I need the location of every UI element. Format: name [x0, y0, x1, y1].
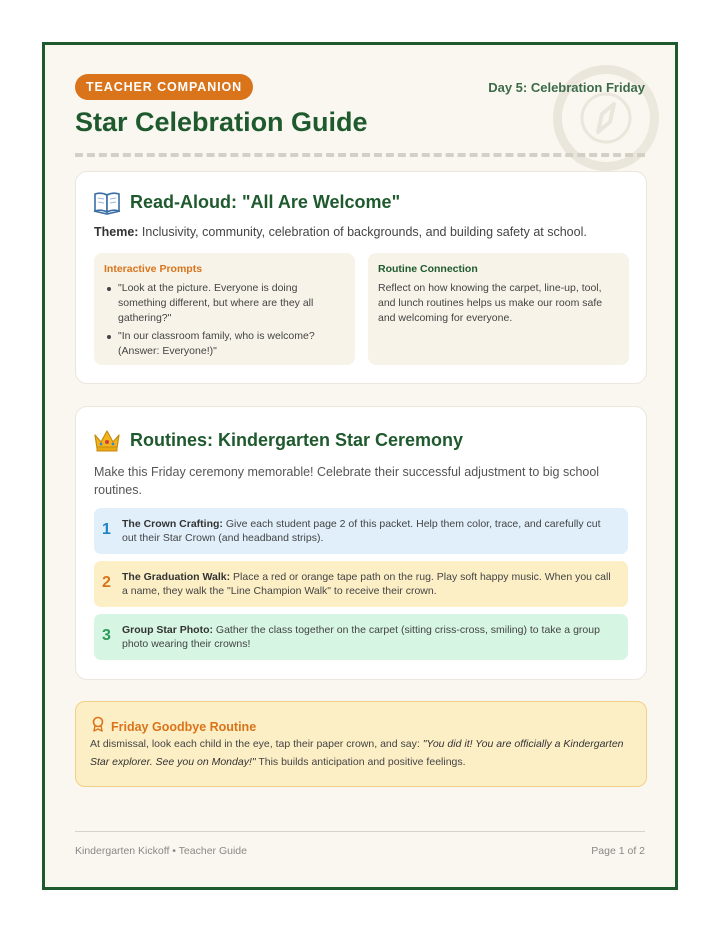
step-body: Gather the class together on the carpet (sitting criss-cross, smiling) to take a group photo wearing their crowns! — [122, 624, 600, 650]
award-ribbon-icon — [91, 716, 105, 737]
footer-divider — [75, 831, 645, 832]
step-body: Give each student page 2 of this packet. Help them color, trace, and carefully cut out their Star Crown (and headband strips). — [122, 518, 601, 544]
goodbye-routine-box — [75, 701, 647, 787]
routine-connection-heading: Routine Connection — [378, 263, 478, 275]
prompts-heading: Interactive Prompts — [104, 263, 203, 275]
guide-page — [42, 42, 678, 890]
goodbye-header — [91, 716, 256, 737]
step-label: The Crown Crafting: — [122, 518, 223, 530]
step-text — [122, 570, 618, 598]
routine-connection-text: Reflect on how knowing the carpet, line-up, tool, and lunch routines helps us make our room safe and welcoming for everyone. — [378, 282, 603, 324]
step-group-photo — [94, 614, 628, 660]
goodbye-text-before: At dismissal, look each child in the eye, tap their paper crown, and say: — [90, 738, 423, 750]
teacher-companion-badge: TEACHER COMPANION — [75, 74, 253, 100]
read-aloud-header — [93, 189, 400, 215]
goodbye-text — [90, 735, 636, 771]
open-book-icon — [93, 189, 121, 215]
step-graduation-walk — [94, 561, 628, 607]
step-text — [122, 517, 618, 545]
page-number: Page 1 of 2 — [591, 845, 645, 857]
day-label: Day 5: Celebration Friday — [488, 80, 645, 95]
prompts-list — [104, 281, 345, 359]
theme-text: Inclusivity, community, celebration of backgrounds, and building safety at school. — [138, 225, 587, 239]
list-item: "Look at the picture. Everyone is doing something different, but where are they all gathering?" — [104, 281, 345, 326]
footer-title: Kindergarten Kickoff • Teacher Guide — [75, 845, 247, 857]
theme-line — [94, 225, 587, 239]
step-number: 2 — [102, 574, 111, 591]
goodbye-quote: "You did it! You are officially a Kindergarten Star explorer. See you on Monday!" — [90, 738, 624, 768]
routines-intro: Make this Friday ceremony memorable! Celebrate their successful adjustment to big school routines. — [94, 465, 600, 497]
list-item: "In our classroom family, who is welcome? (Answer: Everyone!)" — [104, 329, 345, 359]
routines-header — [93, 427, 463, 453]
theme-label: Theme: — [94, 225, 139, 239]
interactive-prompts-panel — [94, 253, 355, 365]
goodbye-text-after: This builds anticipation and positive feelings. — [255, 756, 466, 768]
step-label: Group Star Photo: — [122, 624, 213, 636]
step-text — [122, 623, 618, 651]
page-title: Star Celebration Guide — [75, 107, 368, 137]
read-aloud-title: Read-Aloud: "All Are Welcome" — [130, 191, 401, 212]
routine-connection-panel — [368, 253, 629, 365]
read-aloud-card — [75, 171, 647, 384]
step-crown-crafting — [94, 508, 628, 554]
step-body: Place a red or orange tape path on the rug. Play soft happy music. When you call a name, they walk the "Line Champion Walk" to receive their crown. — [122, 571, 611, 597]
step-number: 1 — [102, 521, 111, 538]
step-number: 3 — [102, 627, 111, 644]
routines-card — [75, 406, 647, 680]
step-label: The Graduation Walk: — [122, 571, 231, 583]
crown-icon — [93, 427, 121, 453]
routines-title: Routines: Kindergarten Star Ceremony — [130, 429, 464, 450]
goodbye-title: Friday Goodbye Routine — [111, 719, 257, 734]
title-divider — [75, 153, 645, 157]
